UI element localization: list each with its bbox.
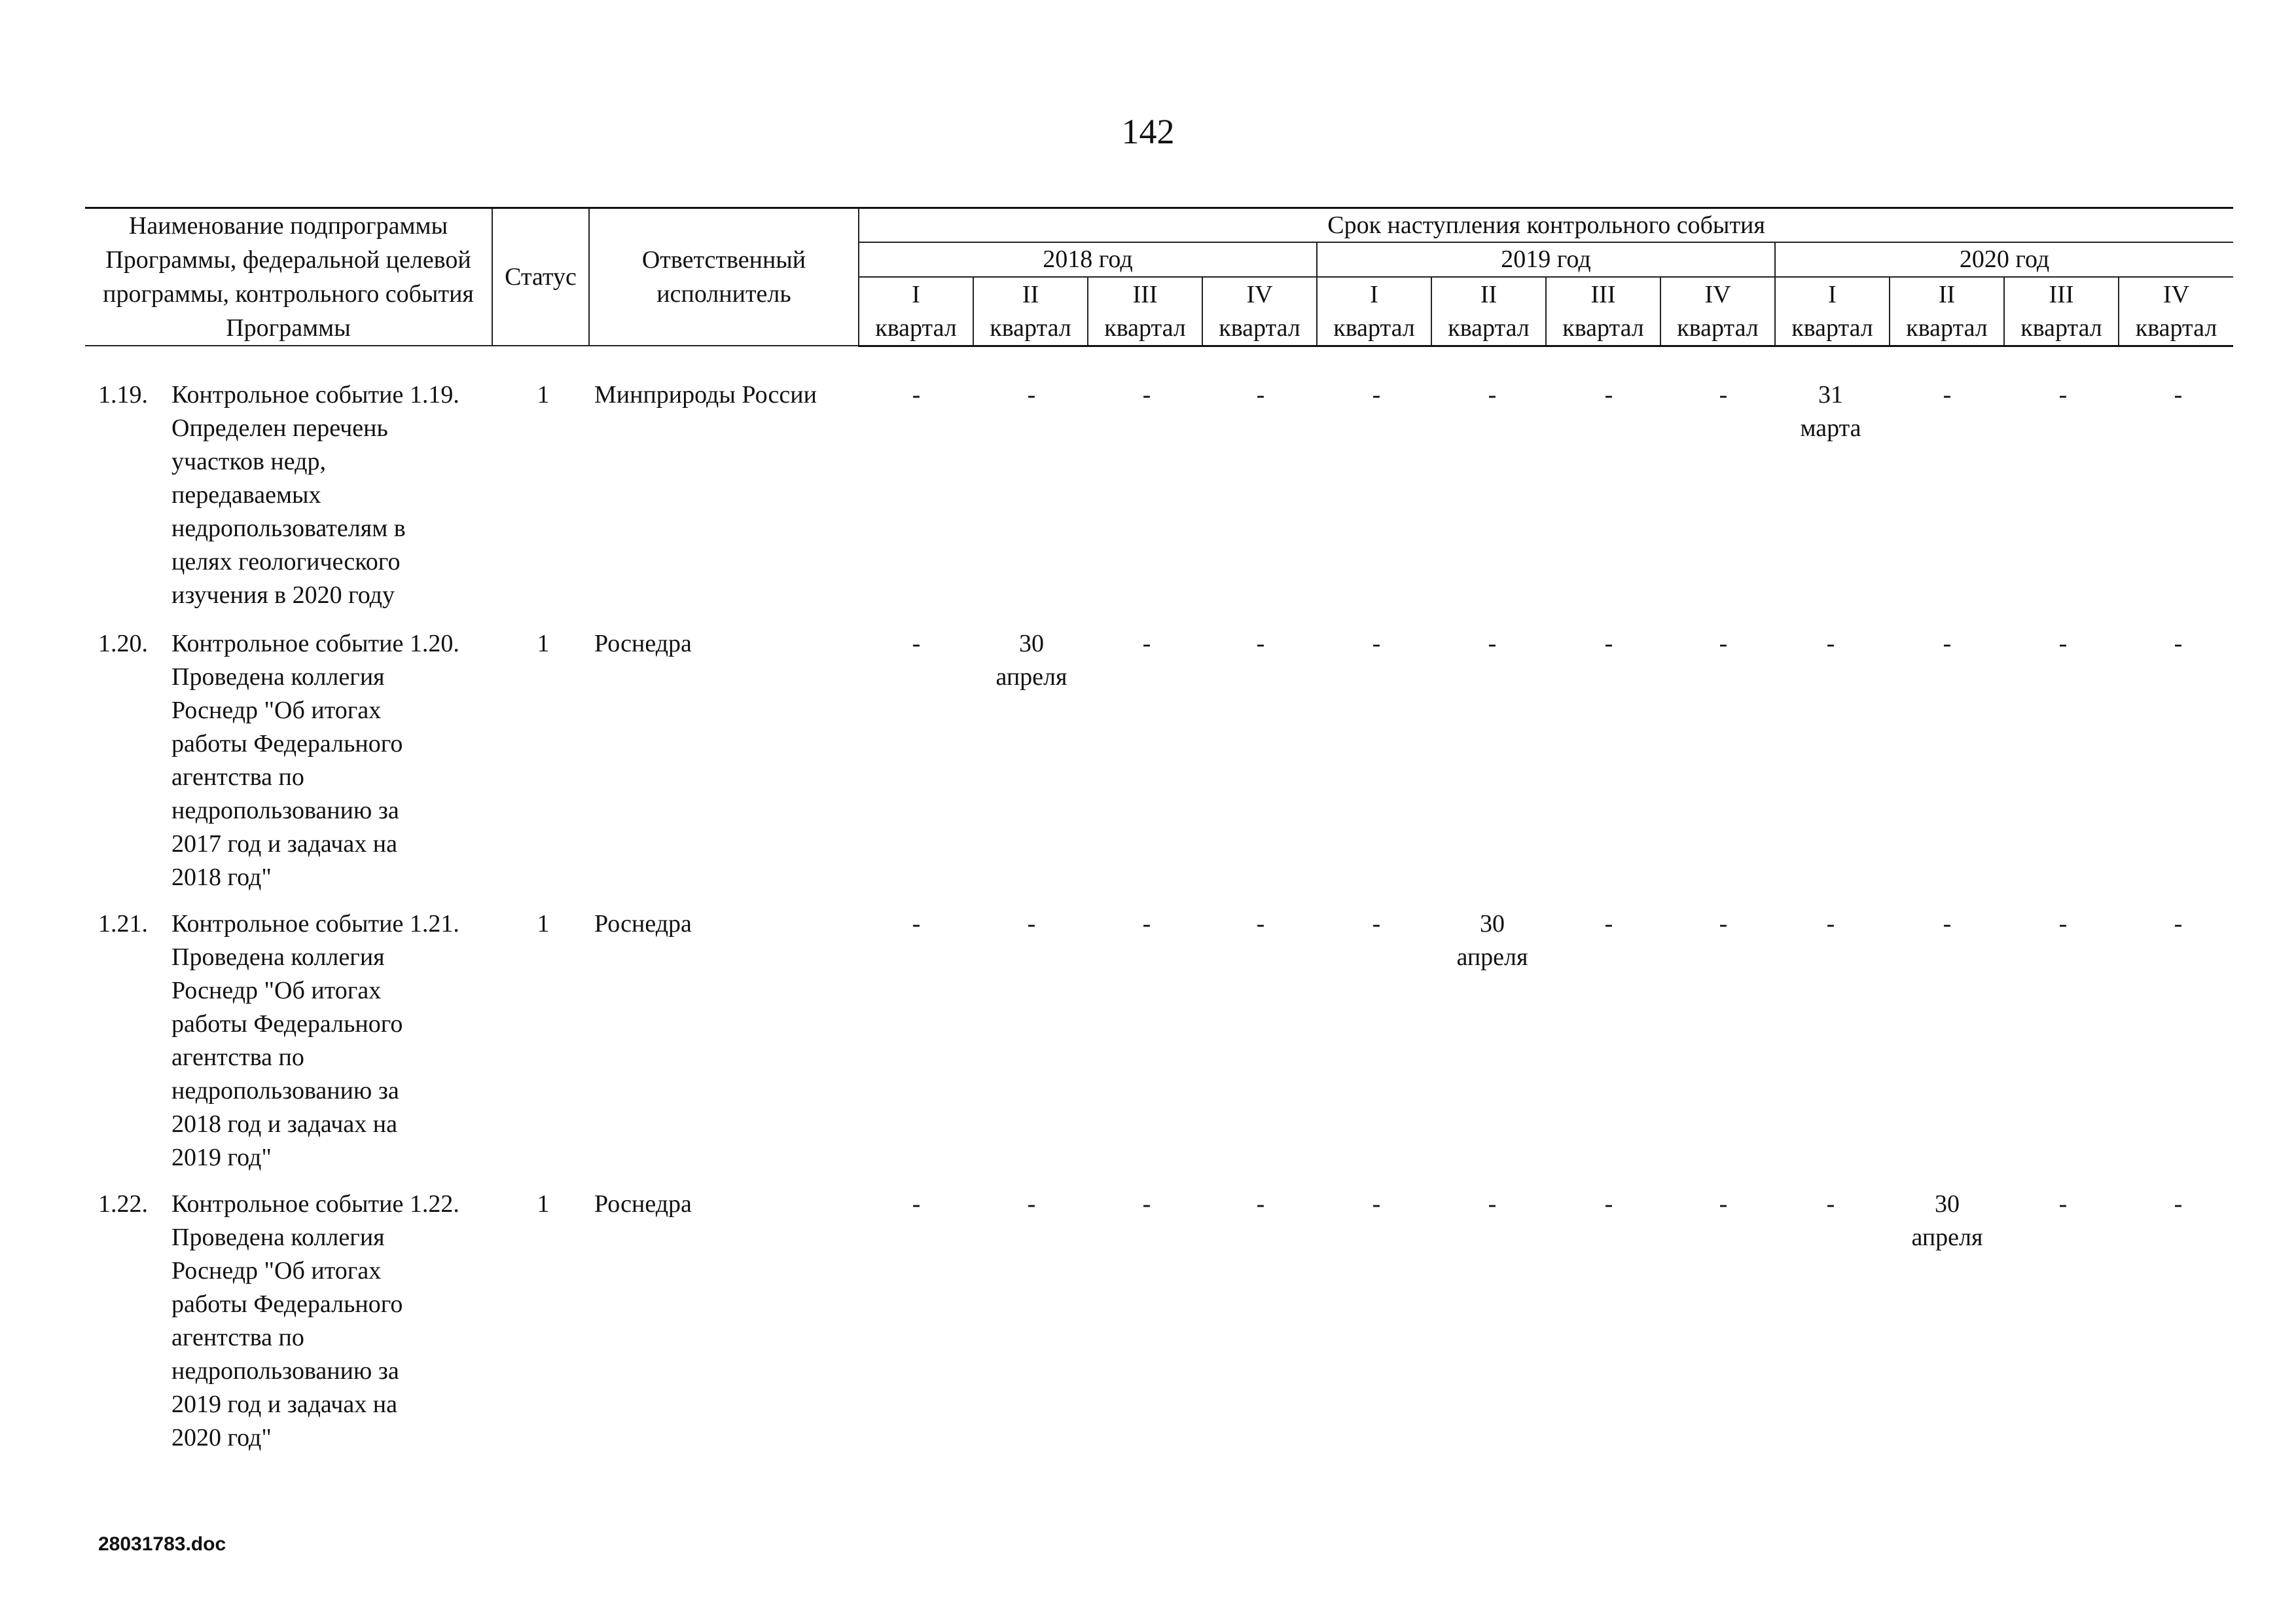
quarter-cell [1437, 627, 1548, 661]
quarter-cell-line: марта [1800, 414, 1861, 442]
row-title-line: работы Федерального [171, 1010, 403, 1038]
row-number: 1.19. [98, 381, 148, 409]
quarter-cell-line: апреля [1911, 1224, 1983, 1251]
row-title-line: Роснедр "Об итогах [171, 697, 382, 724]
header-quarter-roman: III [1088, 277, 1202, 312]
quarter-cell-line: - [2174, 1190, 2183, 1218]
quarter-cell [1775, 378, 1886, 445]
header-year-2019: 2019 год [1317, 242, 1775, 277]
page-number: 142 [1121, 112, 1175, 151]
quarter-cell-line: - [1256, 630, 1265, 657]
quarter-cell [1668, 378, 1779, 412]
row-title-line: недропользованию за [171, 1077, 399, 1104]
quarter-cell [1321, 378, 1432, 412]
quarter-cell [976, 378, 1087, 412]
row-title-line: Роснедр "Об итогах [171, 977, 382, 1004]
header-executor-column: Ответственный исполнитель [589, 208, 859, 346]
quarter-cell [861, 1188, 972, 1221]
quarter-cell-line: - [1142, 1190, 1151, 1218]
header-quarter-label: квартал [1202, 311, 1317, 346]
quarter-cell [1553, 378, 1664, 412]
row-title-line: 2018 год" [171, 864, 272, 891]
row-number: 1.22. [98, 1190, 148, 1218]
quarter-cell-line: - [2174, 630, 2183, 657]
header-quarter-roman: I [1317, 277, 1431, 312]
quarter-cell-line: - [1826, 630, 1835, 657]
row-title-line: работы Федерального [171, 1290, 403, 1318]
quarter-cell-line: - [1488, 1190, 1497, 1218]
row-title [171, 1188, 486, 1455]
header-quarter-label: квартал [859, 311, 973, 346]
quarter-cell [861, 378, 972, 412]
header-deadline: Срок наступления контрольного события [859, 208, 2233, 243]
quarter-cell-line: 30 [1019, 630, 1044, 657]
quarter-cell [861, 907, 972, 941]
row-title [171, 907, 486, 1175]
quarter-cell-line: - [1142, 910, 1151, 938]
header-quarter-label: квартал [1431, 311, 1546, 346]
quarter-cell [1775, 627, 1886, 661]
quarter-cell-line: - [1719, 910, 1728, 938]
quarter-cell-line: - [1719, 381, 1728, 409]
quarter-cell-line: - [2058, 1190, 2068, 1218]
quarter-cell-line: - [912, 381, 921, 409]
quarter-cell-line: - [2058, 910, 2068, 938]
header-quarter-label: квартал [1660, 311, 1775, 346]
header-year-2020: 2020 год [1775, 242, 2233, 277]
quarter-cell [1775, 1188, 1886, 1221]
row-title-line: Проведена коллегия [171, 943, 385, 971]
row-title-line: 2018 год и задачах на [171, 1110, 397, 1138]
quarter-cell [976, 1188, 1087, 1221]
quarter-cell [976, 907, 1087, 941]
row-title-line: агентства по [171, 1044, 304, 1071]
quarter-cell [1668, 1188, 1779, 1221]
header-quarter-roman: II [1890, 277, 2004, 312]
quarter-cell-line: - [1142, 630, 1151, 657]
row-title-line: Контрольное событие 1.22. [171, 1190, 459, 1218]
quarter-cell [1321, 907, 1432, 941]
quarter-cell [2007, 907, 2119, 941]
quarter-cell [2007, 627, 2119, 661]
quarter-cell-line: - [1372, 1190, 1381, 1218]
row-title-line: агентства по [171, 763, 304, 791]
row-title [171, 627, 486, 894]
header-quarter-label: квартал [1775, 311, 1890, 346]
quarter-cell [1892, 907, 2003, 941]
quarter-cell-line: - [1372, 910, 1381, 938]
quarter-cell-line: - [2058, 381, 2068, 409]
quarter-cell [1892, 378, 2003, 412]
row-title-line: 2017 год и задачах на [171, 830, 397, 858]
quarter-cell [2123, 627, 2234, 661]
header-quarter-roman: IV [1660, 277, 1775, 312]
quarter-cell [1437, 378, 1548, 412]
row-number: 1.21. [98, 910, 148, 938]
row-status: 1 [537, 1190, 550, 1218]
quarter-cell [1553, 907, 1664, 941]
quarter-cell-line: - [1027, 910, 1036, 938]
header-quarter-label: квартал [2004, 311, 2119, 346]
quarter-cell-line: - [1372, 381, 1381, 409]
quarter-cell [1091, 907, 1202, 941]
quarter-cell-line: 30 [1935, 1190, 1960, 1218]
quarter-cell [1205, 627, 1316, 661]
row-title-line: целях геологического [171, 548, 401, 575]
quarter-cell-line: - [1027, 381, 1036, 409]
row-title-line: Проведена коллегия [171, 663, 385, 691]
quarter-cell-line: - [1488, 630, 1497, 657]
quarter-cell-line: - [1256, 1190, 1265, 1218]
header-quarter-label: квартал [1088, 311, 1202, 346]
row-title-line: участков недр, [171, 448, 326, 475]
header-quarter-roman: II [973, 277, 1088, 312]
header-quarter-roman: I [859, 277, 973, 312]
header-name-column: Наименование подпрограммы Программы, федеральной целевой программы, контрольного события Программы [85, 208, 492, 346]
quarter-cell-line: - [2174, 910, 2183, 938]
quarter-cell [2123, 907, 2234, 941]
row-title-line: недропользованию за [171, 1357, 399, 1385]
quarter-cell [1437, 907, 1548, 974]
quarter-cell [2123, 378, 2234, 412]
quarter-cell-line: - [912, 1190, 921, 1218]
row-status: 1 [537, 381, 550, 409]
quarter-cell-line: - [2058, 630, 2068, 657]
row-executor: Роснедра [594, 1190, 692, 1218]
quarter-cell-line: - [1372, 630, 1381, 657]
row-status: 1 [537, 630, 550, 657]
row-title-line: 2019 год" [171, 1144, 272, 1171]
quarter-cell [1091, 1188, 1202, 1221]
quarter-cell-line: - [1488, 381, 1497, 409]
quarter-cell-line: апреля [1456, 943, 1528, 971]
row-executor: Роснедра [594, 630, 692, 657]
header-quarter-roman: III [1546, 277, 1660, 312]
row-title-line: недропользователям в [171, 515, 406, 542]
row-title-line: агентства по [171, 1324, 304, 1351]
quarter-cell-line: - [1027, 1190, 1036, 1218]
row-title-line: 2019 год и задачах на [171, 1391, 397, 1418]
quarter-cell-line: - [1604, 381, 1613, 409]
row-title-line: недропользованию за [171, 797, 399, 824]
row-title-line: Проведена коллегия [171, 1224, 385, 1251]
quarter-cell [1668, 627, 1779, 661]
footer-filename: 28031783.doc [98, 1533, 226, 1555]
quarter-cell [1205, 378, 1316, 412]
row-title-line: Контрольное событие 1.21. [171, 910, 459, 938]
row-title [171, 378, 486, 612]
quarter-cell-line: - [912, 630, 921, 657]
row-title-line: 2020 год" [171, 1424, 272, 1451]
row-title-line: передаваемых [171, 481, 321, 509]
quarter-cell-line: апреля [996, 663, 1067, 691]
quarter-cell [1553, 1188, 1664, 1221]
row-title-line: Контрольное событие 1.19. [171, 381, 459, 409]
row-title-line: изучения в 2020 году [171, 581, 395, 609]
quarter-cell-line: - [1826, 910, 1835, 938]
row-status: 1 [537, 910, 550, 938]
header-quarter-roman: I [1775, 277, 1890, 312]
quarter-cell-line: - [1826, 1190, 1835, 1218]
quarter-cell [1775, 907, 1886, 941]
quarter-cell-line: 30 [1480, 910, 1505, 938]
quarter-cell-line: - [1256, 381, 1265, 409]
row-title-line: Контрольное событие 1.20. [171, 630, 459, 657]
quarter-cell [1668, 907, 1779, 941]
quarter-cell-line: - [1142, 381, 1151, 409]
row-number: 1.20. [98, 630, 148, 657]
header-quarter-label: квартал [1890, 311, 2004, 346]
header-quarter-label: квартал [2119, 311, 2233, 346]
quarter-cell [2123, 1188, 2234, 1221]
header-quarter-roman: IV [1202, 277, 1317, 312]
quarter-cell [1205, 1188, 1316, 1221]
row-title-line: работы Федерального [171, 730, 403, 757]
quarter-cell [976, 627, 1087, 694]
header-quarter-roman: II [1431, 277, 1546, 312]
row-title-line: Определен перечень [171, 414, 388, 442]
row-title-line: Роснедр "Об итогах [171, 1257, 382, 1285]
header-quarter-label: квартал [973, 311, 1088, 346]
header-quarter-label: квартал [1546, 311, 1660, 346]
quarter-cell-line: - [1719, 630, 1728, 657]
header-year-2018: 2018 год [859, 242, 1317, 277]
quarter-cell-line: - [2174, 381, 2183, 409]
row-executor: Минприроды России [594, 381, 817, 409]
quarter-cell [1321, 627, 1432, 661]
header-quarter-roman: III [2004, 277, 2119, 312]
quarter-cell [861, 627, 972, 661]
quarter-cell [1553, 627, 1664, 661]
quarter-cell [1892, 1188, 2003, 1254]
quarter-cell-line: 31 [1818, 381, 1843, 409]
quarter-cell [1321, 1188, 1432, 1221]
quarter-cell [1205, 907, 1316, 941]
row-executor: Роснедра [594, 910, 692, 938]
header-quarter-label: квартал [1317, 311, 1431, 346]
quarter-cell [2007, 1188, 2119, 1221]
quarter-cell-line: - [1604, 910, 1613, 938]
quarter-cell-line: - [1943, 381, 1952, 409]
quarter-cell-line: - [1256, 910, 1265, 938]
quarter-cell-line: - [1719, 1190, 1728, 1218]
quarter-cell-line: - [1943, 910, 1952, 938]
quarter-cell-line: - [912, 910, 921, 938]
quarter-cell [1091, 627, 1202, 661]
quarter-cell-line: - [1604, 1190, 1613, 1218]
quarter-cell [1892, 627, 2003, 661]
quarter-cell-line: - [1604, 630, 1613, 657]
quarter-cell [2007, 378, 2119, 412]
quarter-cell-line: - [1943, 630, 1952, 657]
quarter-cell [1091, 378, 1202, 412]
header-status-column: Статус [492, 208, 589, 346]
quarter-cell [1437, 1188, 1548, 1221]
header-quarter-roman: IV [2119, 277, 2233, 312]
